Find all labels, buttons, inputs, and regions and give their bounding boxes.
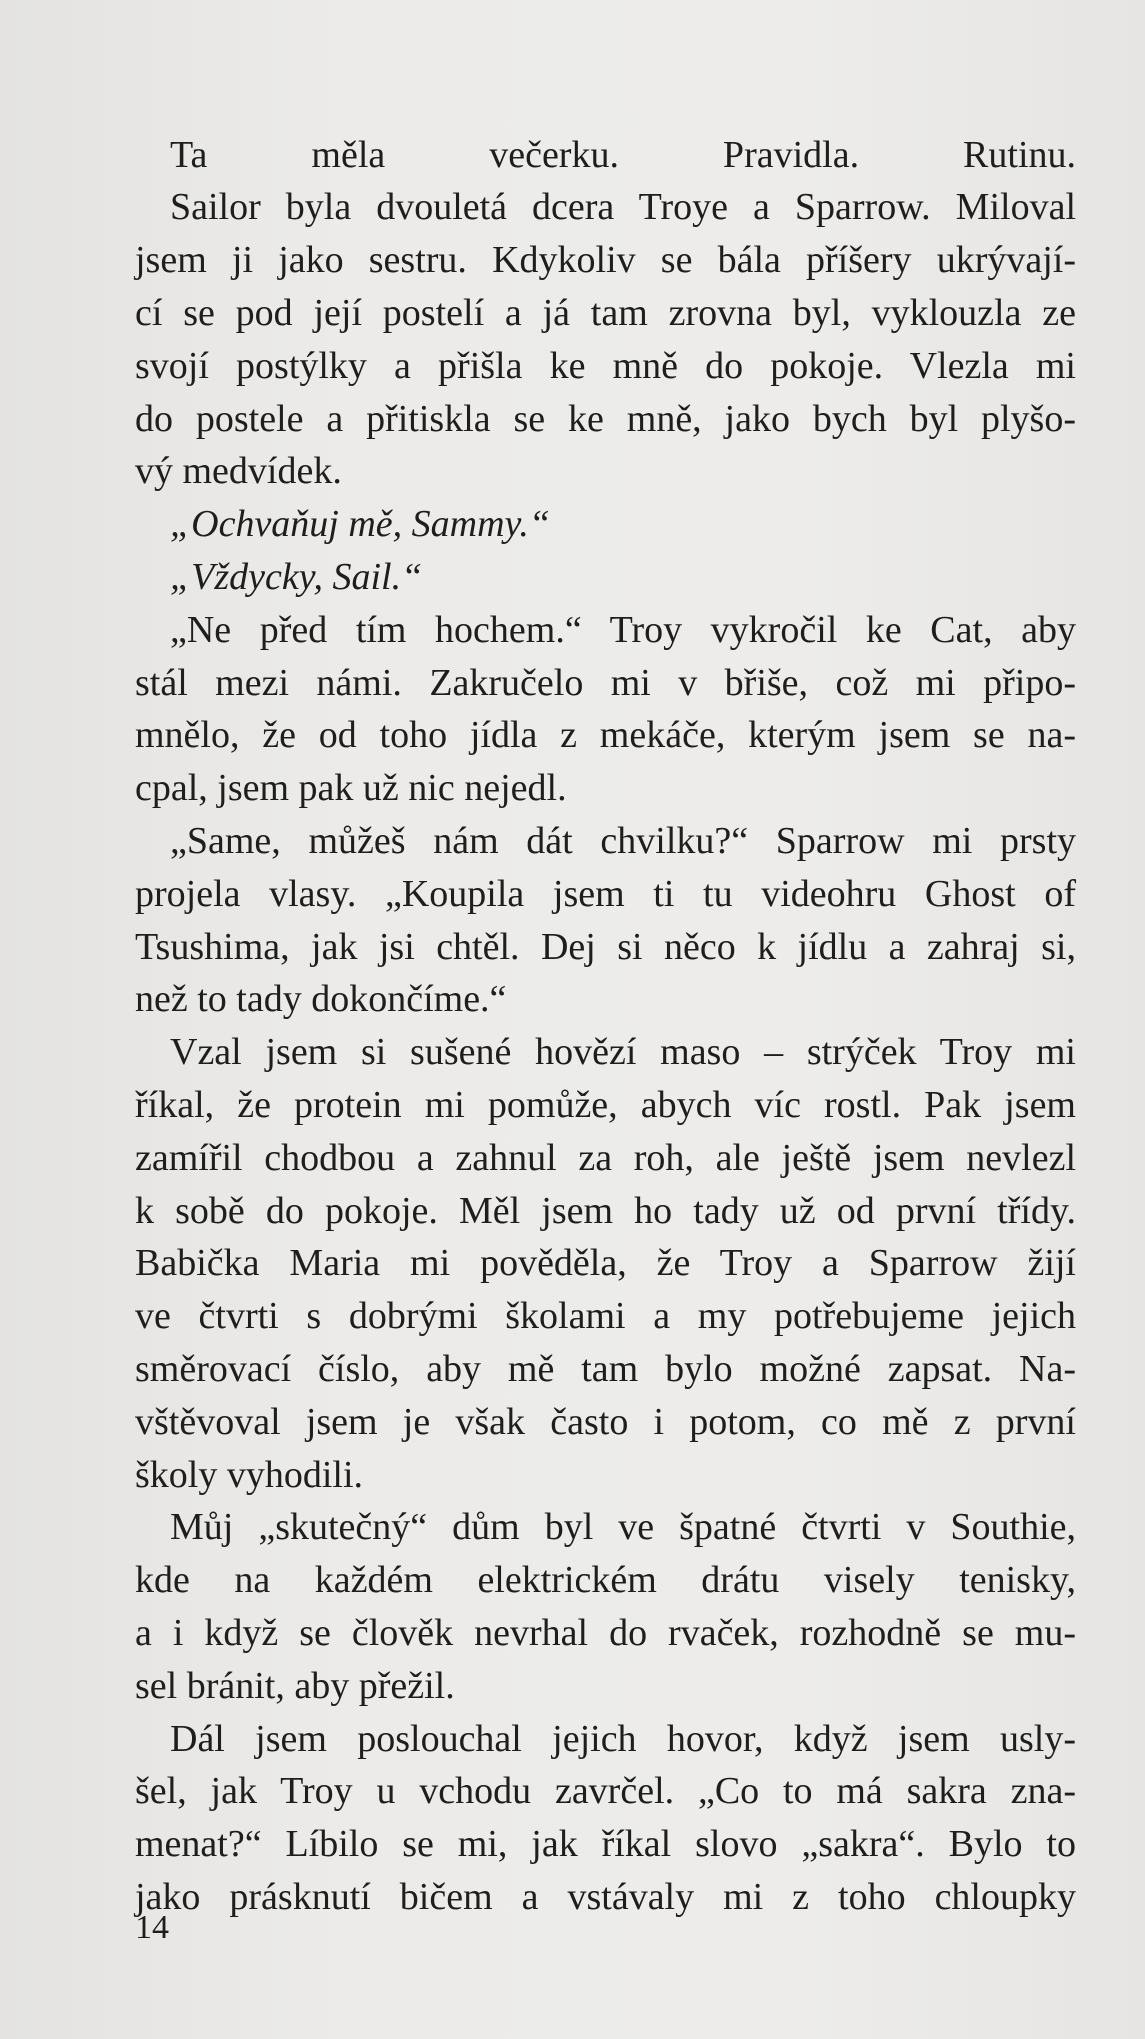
text-line: cpal, jsem pak už nic nejedl. bbox=[135, 767, 567, 809]
text-line: školy vyhodili. bbox=[135, 1454, 364, 1496]
page-number: 14 bbox=[135, 1909, 169, 1946]
text-line: sel bránit, aby přežil. bbox=[135, 1665, 455, 1707]
text-line: svojí postýlky a přišla ke mně do pokoje. Vlezla mi bbox=[135, 345, 1076, 387]
text-line: cí se pod její postelí a já tam zrovna byl, vyklouzla ze bbox=[135, 292, 1076, 334]
text-line: šel, jak Troy u vchodu zavrčel. „Co to má sakra zna- bbox=[135, 1770, 1076, 1812]
text-line: „Ne před tím hochem.“ Troy vykročil ke Cat, aby bbox=[170, 609, 1076, 651]
text-line: jsem ji jako sestru. Kdykoliv se bála příšery ukrývají- bbox=[135, 239, 1076, 281]
text-line: Ta měla večerku. Pravidla. Rutinu. bbox=[170, 134, 1076, 176]
text-line: „Same, můžeš nám dát chvilku?“ Sparrow mi prsty bbox=[170, 820, 1076, 862]
text-line: než to tady dokončíme.“ bbox=[135, 978, 507, 1020]
text-line: směrovací číslo, aby mě tam bylo možné zapsat. Na- bbox=[135, 1348, 1076, 1390]
text-line: zamířil chodbou a zahnul za roh, ale ještě jsem nevlezl bbox=[135, 1137, 1076, 1179]
text-line: Babička Maria mi pověděla, že Troy a Sparrow žijí bbox=[135, 1242, 1076, 1284]
text-line: ve čtvrti s dobrými školami a my potřebujeme jejich bbox=[135, 1295, 1076, 1337]
text-line: do postele a přitiskla se ke mně, jako bych byl plyšo- bbox=[135, 398, 1076, 440]
text-line: říkal, že protein mi pomůže, abych víc rostl. Pak jsem bbox=[135, 1084, 1076, 1126]
text-line: Tsushima, jak jsi chtěl. Dej si něco k jídlu a zahraj si, bbox=[135, 926, 1076, 968]
text-line: Dál jsem poslouchal jejich hovor, když jsem usly- bbox=[170, 1718, 1076, 1760]
text-line: mnělo, že od toho jídla z mekáče, kterým jsem se na- bbox=[135, 714, 1076, 756]
text-line: jako prásknutí bičem a vstávaly mi z toho chloupky bbox=[135, 1876, 1076, 1918]
text-line: a i když se člověk nevrhal do rvaček, rozhodně se mu- bbox=[135, 1612, 1076, 1654]
text-line: Můj „skutečný“ dům byl ve špatné čtvrti v Southie, bbox=[170, 1506, 1076, 1548]
text-line: vý medvídek. bbox=[135, 450, 342, 492]
text-line: „Ochvaňuj mě, Sammy.“ bbox=[170, 503, 550, 545]
text-line: kde na každém elektrickém drátu visely tenisky, bbox=[135, 1559, 1076, 1601]
text-line: Sailor byla dvouletá dcera Troye a Sparrow. Miloval bbox=[170, 186, 1076, 228]
text-line: menat?“ Líbilo se mi, jak říkal slovo „sakra“. Bylo to bbox=[135, 1823, 1076, 1865]
text-line: stál mezi námi. Zakručelo mi v břiše, což mi připo- bbox=[135, 662, 1076, 704]
text-line: k sobě do pokoje. Měl jsem ho tady už od první třídy. bbox=[135, 1190, 1076, 1232]
text-line: projela vlasy. „Koupila jsem ti tu videohru Ghost of bbox=[135, 873, 1076, 915]
text-line: vštěvoval jsem je však často i potom, co mě z první bbox=[135, 1401, 1076, 1443]
text-line: „Vždycky, Sail.“ bbox=[170, 556, 423, 598]
text-line: Vzal jsem si sušené hovězí maso – strýček Troy mi bbox=[170, 1031, 1076, 1073]
